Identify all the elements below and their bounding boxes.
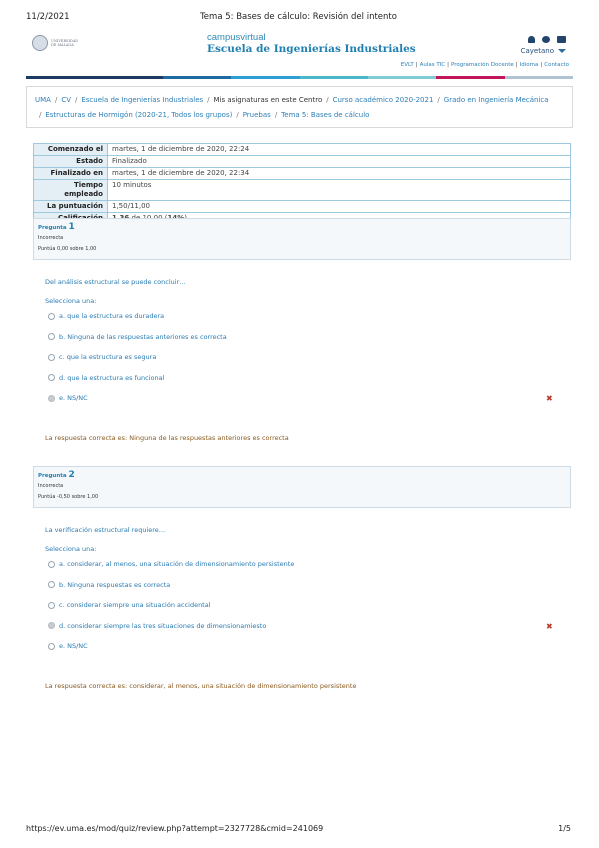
- answer-option[interactable]: [48, 373, 164, 383]
- option-label: b. Ninguna respuestas es correcta: [59, 580, 171, 589]
- band-segment: [505, 76, 573, 79]
- breadcrumb-item[interactable]: Grado en Ingeniería Mecánica: [443, 96, 549, 104]
- option-label: c. considerar siempre una situación accidental: [59, 601, 211, 609]
- question-state: Incorrecta: [38, 483, 64, 489]
- summary-row: [34, 168, 571, 180]
- util-link[interactable]: Contacto: [544, 62, 569, 68]
- band-segment: [163, 76, 231, 79]
- option-label: a. considerar, al menos, una situación de dimensionamiento persistente: [59, 560, 295, 568]
- radio-button[interactable]: [48, 313, 55, 320]
- summary-row: [34, 201, 571, 213]
- option-label: b. Ninguna de las respuestas anteriores es correcta: [59, 332, 227, 341]
- option-label: a. que la estructura es duradera: [59, 312, 165, 320]
- radio-button[interactable]: [48, 581, 55, 588]
- incorrect-x-icon: ✖: [546, 621, 553, 631]
- question-prompt: Selecciona una:: [45, 545, 97, 553]
- band-segment: [300, 76, 368, 79]
- summary-value: martes, 1 de diciembre de 2020, 22:24: [108, 144, 571, 156]
- summary-row: [34, 144, 571, 156]
- question-prompt: Selecciona una:: [45, 297, 97, 305]
- right-answer: La respuesta correcta es: Ninguna de las respuestas anteriores es correcta: [45, 434, 289, 442]
- option-label: d. considerar siempre las tres situaciones de dimensionamiesto: [59, 621, 267, 630]
- question-number: Pregunta 1: [38, 222, 75, 232]
- incorrect-x-icon: ✖: [546, 394, 553, 403]
- summary-value: 10 minutos: [108, 180, 571, 201]
- breadcrumb-item[interactable]: Pruebas: [242, 111, 271, 119]
- print-title: Tema 5: Bases de cálculo: Revisión del intento: [200, 12, 397, 22]
- radio-button[interactable]: [48, 643, 55, 650]
- university-logo[interactable]: UNIVERSIDAD DE MÁLAGA: [32, 33, 84, 53]
- answer-option[interactable]: [48, 641, 88, 651]
- right-answer: La respuesta correcta es: considerar, al menos, una situación de dimensionamiento persistente: [45, 682, 357, 690]
- band-segment: [436, 76, 504, 79]
- radio-button[interactable]: [48, 561, 55, 568]
- breadcrumb-item[interactable]: Tema 5: Bases de cálculo: [281, 111, 370, 119]
- question-info: [33, 466, 571, 508]
- option-label: e. NS/NC: [59, 394, 88, 402]
- question-state: Incorrecta: [38, 235, 64, 241]
- question-grade: Puntúa -0,50 sobre 1,00: [38, 494, 99, 500]
- notifications-bell-icon[interactable]: [528, 36, 535, 43]
- answer-option[interactable]: [48, 393, 88, 403]
- option-label: d. que la estructura es funcional: [59, 373, 165, 382]
- answer-option[interactable]: [48, 621, 266, 631]
- summary-label: Comenzado el: [34, 144, 108, 156]
- answer-option[interactable]: [48, 580, 170, 590]
- breadcrumb-item[interactable]: Curso académico 2020-2021: [332, 96, 434, 104]
- band-segment: [94, 76, 162, 79]
- answer-option[interactable]: [48, 352, 156, 362]
- print-header: [26, 12, 571, 26]
- page-number: 1/5: [558, 824, 571, 833]
- attempt-summary: [33, 143, 571, 225]
- utility-links: EVLT | Aulas TIC | Programación Docente | Idioma | Contacto: [400, 62, 569, 68]
- question-text: Del análisis estructural se puede concluir…: [45, 278, 186, 286]
- radio-button[interactable]: [48, 354, 55, 361]
- answer-option[interactable]: [48, 332, 227, 342]
- messages-bubble-icon[interactable]: [542, 36, 550, 43]
- summary-value: martes, 1 de diciembre de 2020, 22:34: [108, 168, 571, 180]
- summary-value: Finalizado: [108, 156, 571, 168]
- breadcrumb-item: Mis asignaturas en este Centro: [213, 96, 323, 104]
- answer-option[interactable]: [48, 600, 211, 610]
- band-segment: [26, 76, 94, 79]
- summary-label: Tiempo empleado: [34, 180, 108, 201]
- option-label: c. que la estructura es segura: [59, 353, 157, 361]
- answer-option[interactable]: [48, 559, 294, 569]
- caret-down-icon: [558, 49, 566, 53]
- question-grade: Puntúa 0,00 sobre 1,00: [38, 246, 97, 252]
- util-link[interactable]: Aulas TIC: [419, 62, 446, 68]
- breadcrumb-item[interactable]: Estructuras de Hormigón (2020-21, Todos los grupos): [45, 111, 233, 119]
- util-link[interactable]: EVLT: [400, 62, 414, 68]
- summary-label: La puntuación: [34, 201, 108, 213]
- radio-button[interactable]: [48, 602, 55, 609]
- radio-button[interactable]: [48, 333, 55, 340]
- page-url: https://ev.uma.es/mod/quiz/review.php?attempt=2327728&cmid=241069: [26, 824, 324, 833]
- band-segment: [368, 76, 436, 79]
- breadcrumb-item[interactable]: Escuela de Ingenierías Industriales: [81, 96, 204, 104]
- band-segment: [231, 76, 299, 79]
- user-area: [496, 36, 566, 62]
- radio-button[interactable]: [48, 622, 55, 629]
- question-info: [33, 218, 571, 260]
- site-brand[interactable]: [207, 33, 416, 55]
- color-band: [26, 76, 573, 79]
- breadcrumb-item[interactable]: UMA: [35, 96, 51, 104]
- radio-button[interactable]: [48, 374, 55, 381]
- brand-school: Escuela de Ingenierías Industriales: [207, 43, 416, 55]
- summary-label: Finalizado en: [34, 168, 108, 180]
- question-number: Pregunta 2: [38, 470, 75, 480]
- radio-button[interactable]: [48, 395, 55, 402]
- mail-icon[interactable]: [557, 36, 566, 43]
- university-seal-icon: [32, 35, 48, 51]
- answer-option[interactable]: [48, 311, 164, 321]
- util-link[interactable]: Programación Docente: [451, 62, 514, 68]
- breadcrumb: UMA / CV / Escuela de Ingenierías Industriales / Mis asignaturas en este Centro / Curso académico 2020-2021 / Grado en Ingeniería Mecánica / Estructuras de Hormigón (2020-21, Todos los grupos) / Pruebas / Tema 5: Bases de cálculo: [26, 86, 573, 128]
- util-link[interactable]: Idioma: [519, 62, 539, 68]
- option-label: e. NS/NC: [59, 642, 88, 650]
- summary-row: [34, 180, 571, 201]
- print-date: 11/2/2021: [26, 12, 70, 22]
- breadcrumb-item[interactable]: CV: [61, 96, 71, 104]
- user-name: Cayetano: [520, 47, 554, 55]
- summary-label: Estado: [34, 156, 108, 168]
- question-text: La verificación estructural requiere…: [45, 526, 166, 534]
- print-footer: [26, 824, 571, 836]
- brand-campus: campusvirtual: [207, 32, 266, 43]
- user-menu[interactable]: [521, 47, 566, 55]
- summary-value: 1,50/11,00: [108, 201, 571, 213]
- summary-row: [34, 156, 571, 168]
